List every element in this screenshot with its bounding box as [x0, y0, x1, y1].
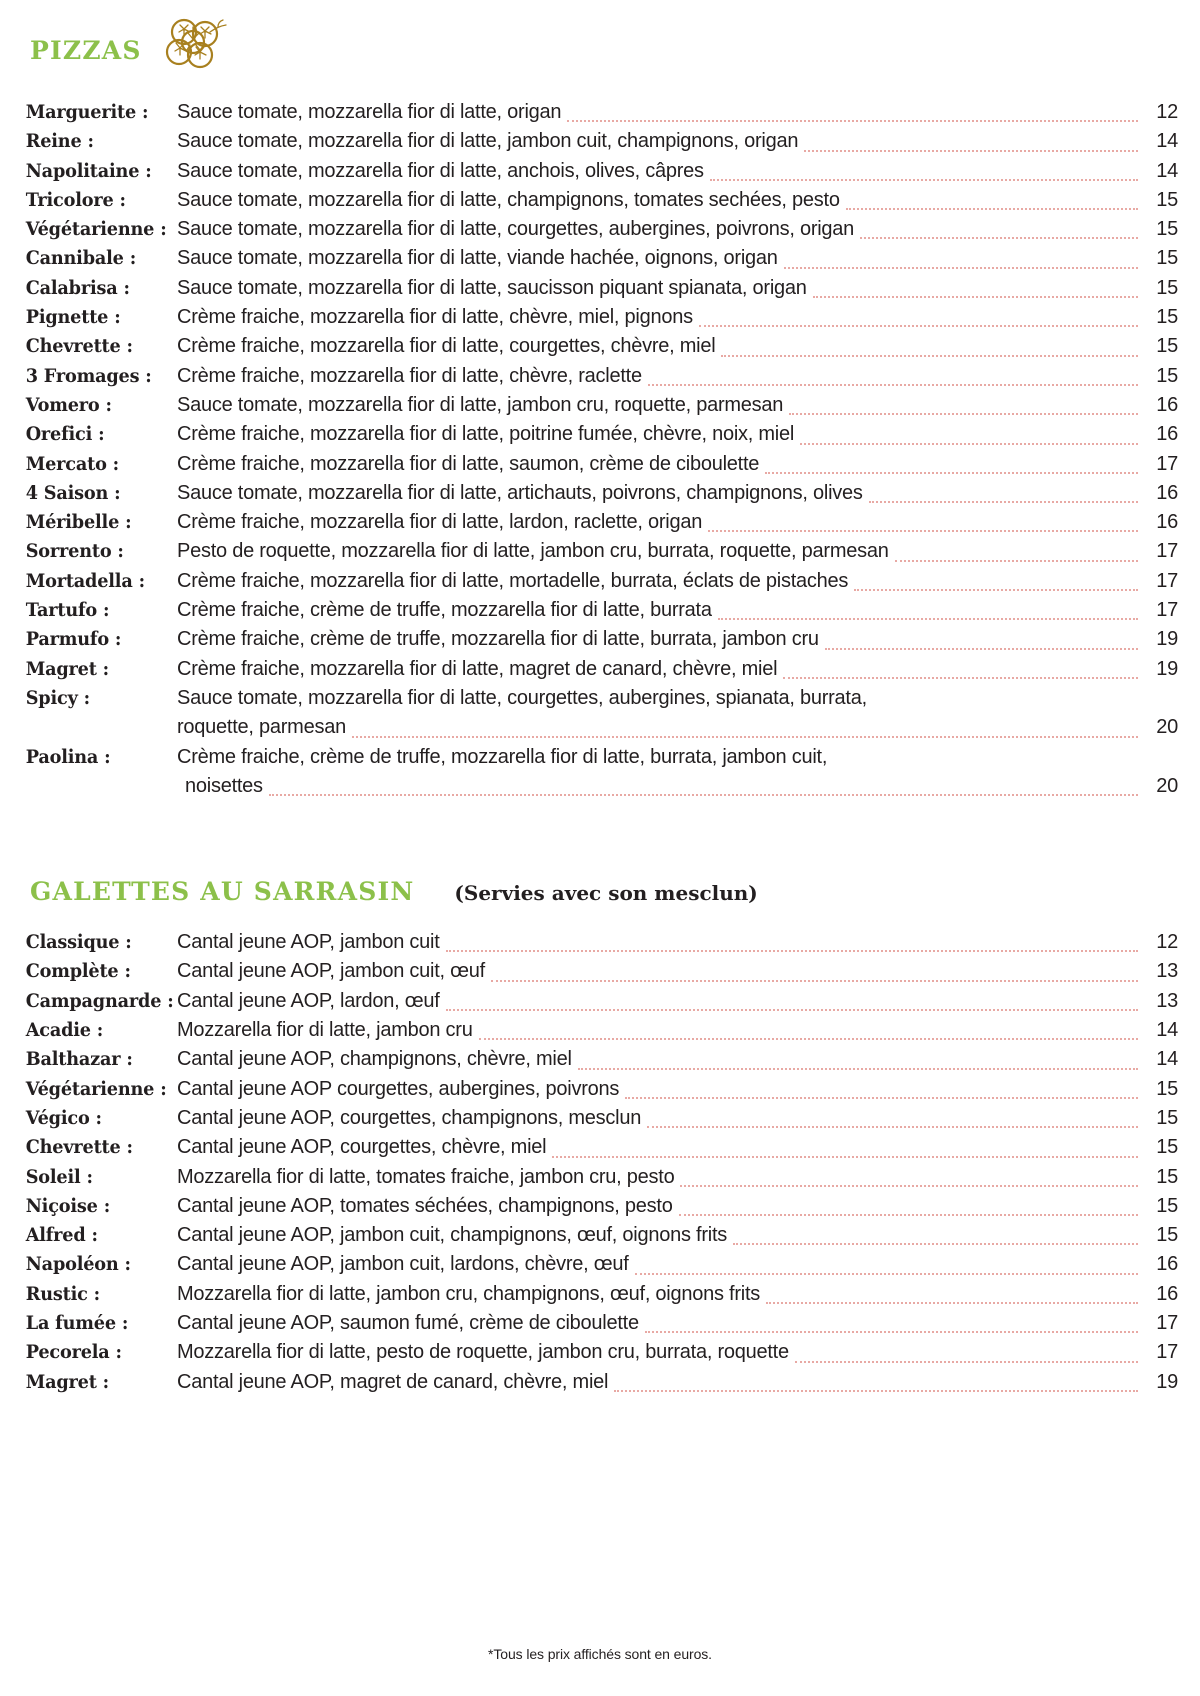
- menu-item-row: [22, 450, 1178, 479]
- dot-leader: [854, 588, 1138, 591]
- menu-item-name: Mortadella :: [25, 569, 145, 592]
- dot-leader: [352, 735, 1138, 738]
- menu-item-line: [177, 332, 1178, 361]
- menu-item-description: noisettes: [185, 774, 263, 797]
- menu-item-line: [177, 1338, 1178, 1367]
- menu-item-line: [177, 274, 1178, 303]
- menu-item-line: [177, 303, 1178, 332]
- menu-item-description: Cantal jeune AOP, jambon cuit, œuf: [177, 960, 485, 983]
- menu-item-line: [177, 1133, 1178, 1162]
- menu-item-price: 16: [1156, 393, 1178, 416]
- menu-item-price: 17: [1156, 599, 1178, 622]
- page-title: PIZZAS: [30, 35, 142, 65]
- dot-leader: [800, 442, 1138, 445]
- menu-item-description: Sauce tomate, mozzarella fior di latte, saucisson piquant spianata, origan: [177, 276, 807, 299]
- menu-item-price: 17: [1156, 569, 1178, 592]
- menu-item-body: [177, 1192, 1178, 1221]
- menu-item-description: Mozzarella fior di latte, jambon cru: [177, 1019, 473, 1042]
- menu-item-body: [177, 928, 1178, 957]
- menu-item-body: [177, 567, 1178, 596]
- menu-item-body: [177, 391, 1178, 420]
- menu-item-body: [177, 1133, 1178, 1162]
- menu-item-name: Soleil :: [25, 1165, 93, 1188]
- menu-item-name: Campagnarde :: [25, 989, 174, 1012]
- dot-leader: [710, 178, 1138, 181]
- menu-item-description: Sauce tomate, mozzarella fior di latte, viande hachée, oignons, origan: [177, 247, 778, 270]
- menu-item-name: 3 Fromages :: [25, 364, 152, 387]
- menu-item-body: [177, 332, 1178, 361]
- menu-item-price: 15: [1156, 1194, 1178, 1217]
- dot-leader: [721, 354, 1138, 357]
- menu-item-name: Napolitaine :: [25, 159, 152, 182]
- menu-item-description: Sauce tomate, mozzarella fior di latte, origan: [177, 101, 562, 123]
- menu-item-line: [177, 186, 1178, 215]
- menu-item-row: [22, 362, 1178, 391]
- menu-item-body: [177, 655, 1178, 684]
- menu-item-name: Orefici :: [25, 423, 105, 446]
- menu-item-row: [22, 127, 1178, 156]
- menu-item-body: [177, 450, 1178, 479]
- menu-item-name: Végétarienne :: [25, 218, 167, 241]
- menu-item-name: Complète :: [25, 960, 131, 983]
- menu-item-row: [22, 508, 1178, 537]
- menu-item-line: [177, 479, 1178, 508]
- dot-leader: [446, 949, 1138, 952]
- dot-leader: [825, 647, 1138, 650]
- menu-item-row: [22, 655, 1178, 684]
- price-currency-note: *Tous les prix affichés sont en euros.: [488, 1646, 712, 1662]
- menu-item-body: [177, 1368, 1178, 1397]
- menu-item-price: 17: [1156, 452, 1178, 475]
- menu-item-row: [22, 1133, 1178, 1162]
- dot-leader: [766, 1301, 1138, 1304]
- menu-item-line: [177, 1250, 1178, 1279]
- menu-item-line: [177, 537, 1178, 566]
- menu-item-description: Mozzarella fior di latte, tomates fraiche, jambon cru, pesto: [177, 1165, 675, 1188]
- menu-item-name: Alfred :: [25, 1224, 98, 1247]
- menu-item-description: Cantal jeune AOP, jambon cuit, champignons, œuf, oignons frits: [177, 1224, 727, 1247]
- menu-item-description: Sauce tomate, mozzarella fior di latte, jambon cru, roquette, parmesan: [177, 393, 784, 416]
- menu-item-line: [177, 1221, 1178, 1250]
- menu-item-body: [177, 596, 1178, 625]
- menu-item-row: [22, 1075, 1178, 1104]
- menu-item-row: [22, 537, 1178, 566]
- menu-item-name: Pignette :: [25, 306, 121, 329]
- menu-item-price: 20: [1156, 716, 1178, 739]
- menu-item-row: [22, 391, 1178, 420]
- menu-item-name: Mercato :: [25, 452, 119, 475]
- menu-item-price: 15: [1156, 335, 1178, 358]
- menu-item-row: [22, 567, 1178, 596]
- menu-item-description: Crème fraiche, crème de truffe, mozzarella fior di latte, burrata, jambon cuit,: [177, 745, 828, 768]
- menu-item-description: Mozzarella fior di latte, jambon cru, champignons, œuf, oignons frits: [177, 1282, 761, 1305]
- menu-item-description: Cantal jeune AOP, magret de canard, chèvre, miel: [177, 1370, 609, 1393]
- menu-item-price: 15: [1156, 1077, 1178, 1100]
- menu-item-body: [177, 157, 1178, 186]
- menu-item-name: Parmufo :: [25, 628, 122, 651]
- menu-item-line: [177, 928, 1178, 957]
- dot-leader: [648, 383, 1138, 386]
- menu-item-row: [22, 303, 1178, 332]
- menu-item-description: Sauce tomate, mozzarella fior di latte, champignons, tomates sechées, pesto: [177, 188, 840, 211]
- dot-leader: [860, 236, 1138, 239]
- menu-item-description: Crème fraiche, mozzarella fior di latte, chèvre, miel, pignons: [177, 306, 693, 329]
- menu-item-body: [177, 1075, 1178, 1104]
- dot-leader: [680, 1184, 1138, 1187]
- menu-item-description: Sauce tomate, mozzarella fior di latte, courgettes, aubergines, poivrons, origan: [177, 218, 855, 241]
- pizzas-list: [22, 98, 1178, 801]
- dot-leader: [804, 149, 1138, 152]
- menu-item-line: [177, 567, 1178, 596]
- menu-item-price: 16: [1156, 423, 1178, 446]
- menu-item-price: 14: [1156, 1019, 1178, 1042]
- menu-item-line: [177, 1016, 1178, 1045]
- menu-item-body: [177, 1163, 1178, 1192]
- menu-item-body: [177, 684, 1178, 743]
- menu-item-price: 12: [1156, 101, 1178, 123]
- menu-item-price: 15: [1156, 188, 1178, 211]
- menu-item-line: [177, 98, 1178, 127]
- menu-item-body: [177, 508, 1178, 537]
- menu-item-row: [22, 928, 1178, 957]
- dot-leader: [645, 1330, 1138, 1333]
- menu-item-body: [177, 1016, 1178, 1045]
- dot-leader: [873, 707, 1138, 708]
- menu-item-body: [177, 274, 1178, 303]
- dot-leader: [789, 412, 1138, 415]
- menu-item-body: [177, 1309, 1178, 1338]
- menu-item-line: [177, 1309, 1178, 1338]
- menu-item-row: [22, 420, 1178, 449]
- menu-item-price: 17: [1156, 1341, 1178, 1364]
- menu-item-line: [177, 391, 1178, 420]
- galettes-list: [22, 928, 1178, 1397]
- menu-item-line: [177, 596, 1178, 625]
- menu-item-line: [177, 655, 1178, 684]
- menu-item-body: [177, 957, 1178, 986]
- menu-item-line: [177, 1280, 1178, 1309]
- menu-item-body: [177, 1338, 1178, 1367]
- menu-item-name: Cannibale :: [25, 247, 137, 270]
- menu-item-line: [177, 508, 1178, 537]
- menu-item-body: [177, 215, 1178, 244]
- menu-item-line: [177, 420, 1178, 449]
- menu-item-body: [177, 1280, 1178, 1309]
- menu-item-row: [22, 743, 1178, 802]
- dot-leader: [869, 500, 1138, 503]
- menu-item-name: Vomero :: [25, 393, 112, 416]
- menu-item-line: [177, 772, 1178, 801]
- menu-item-row: [22, 157, 1178, 186]
- menu-item-description: Cantal jeune AOP, saumon fumé, crème de ciboulette: [177, 1311, 639, 1334]
- menu-item-row: [22, 1280, 1178, 1309]
- dot-leader: [813, 295, 1138, 298]
- dot-leader: [699, 324, 1138, 327]
- menu-item-line: [177, 127, 1178, 156]
- menu-item-name: Tricolore :: [25, 188, 126, 211]
- menu-item-name: Spicy :: [25, 686, 90, 709]
- pizzas-section-header: [22, 0, 1178, 74]
- menu-item-row: [22, 1163, 1178, 1192]
- menu-item-name: Végétarienne :: [25, 1077, 167, 1100]
- menu-item-line: [177, 957, 1178, 986]
- dot-leader: [718, 617, 1138, 620]
- menu-item-description: Crème fraiche, mozzarella fior di latte, lardon, raclette, origan: [177, 511, 703, 534]
- menu-item-name: Calabrisa :: [25, 276, 130, 299]
- menu-item-price: 15: [1156, 1106, 1178, 1129]
- menu-item-price: 17: [1156, 540, 1178, 563]
- menu-item-line: [177, 362, 1178, 391]
- dot-leader: [614, 1389, 1138, 1392]
- menu-item-price: 15: [1156, 1165, 1178, 1188]
- dot-leader: [491, 979, 1138, 982]
- dot-leader: [479, 1037, 1138, 1040]
- menu-item-body: [177, 537, 1178, 566]
- menu-item-name: Pecorela :: [25, 1341, 122, 1364]
- menu-item-line: [177, 1368, 1178, 1397]
- galettes-section-header: [22, 877, 1178, 907]
- dot-leader: [446, 1008, 1138, 1011]
- menu-item-description: Cantal jeune AOP, jambon cuit: [177, 931, 440, 954]
- galettes-title: GALETTES AU SARRASIN: [30, 877, 415, 907]
- menu-item-body: [177, 625, 1178, 654]
- menu-item-line: [177, 1163, 1178, 1192]
- menu-item-name: Chevrette :: [25, 335, 133, 358]
- menu-item-body: [177, 1045, 1178, 1074]
- menu-item-row: [22, 1221, 1178, 1250]
- menu-item-price: 15: [1156, 247, 1178, 270]
- dot-leader: [795, 1360, 1138, 1363]
- menu-item-description: Cantal jeune AOP, lardon, œuf: [177, 989, 440, 1012]
- menu-item-description: Cantal jeune AOP, courgettes, champignons, mesclun: [177, 1106, 642, 1129]
- menu-item-body: [177, 244, 1178, 273]
- dot-leader: [895, 559, 1138, 562]
- dot-leader: [269, 793, 1138, 796]
- menu-item-row: [22, 1192, 1178, 1221]
- flower-pizza-icon: [160, 26, 232, 74]
- menu-item-price: 15: [1156, 1224, 1178, 1247]
- menu-item-body: [177, 186, 1178, 215]
- dot-leader: [846, 207, 1138, 210]
- menu-item-body: [177, 362, 1178, 391]
- menu-item-line: [177, 987, 1178, 1016]
- menu-item-line: [177, 625, 1178, 654]
- dot-leader: [552, 1155, 1138, 1158]
- menu-item-line: [177, 450, 1178, 479]
- menu-item-row: [22, 1104, 1178, 1133]
- menu-item-description: Crème fraiche, mozzarella fior di latte, chèvre, raclette: [177, 364, 642, 387]
- dot-leader: [765, 471, 1138, 474]
- menu-item-name: Chevrette :: [25, 1136, 133, 1159]
- menu-item-name: Paolina :: [25, 745, 111, 768]
- dot-leader: [625, 1096, 1138, 1099]
- menu-item-price: 16: [1156, 1282, 1178, 1305]
- menu-item-name: Balthazar :: [25, 1048, 133, 1071]
- menu-item-row: [22, 215, 1178, 244]
- menu-item-name: La fumée :: [25, 1311, 129, 1334]
- menu-item-description: Pesto de roquette, mozzarella fior di latte, jambon cru, burrata, roquette, parmesan: [177, 540, 889, 563]
- dot-leader: [679, 1213, 1138, 1216]
- menu-item-price: 19: [1156, 628, 1178, 651]
- menu-item-description: Crème fraiche, crème de truffe, mozzarella fior di latte, burrata: [177, 599, 712, 622]
- menu-item-name: Marguerite :: [25, 101, 149, 123]
- menu-item-description: roquette, parmesan: [177, 716, 346, 739]
- menu-item-line: [177, 244, 1178, 273]
- menu-item-name: Sorrento :: [25, 540, 124, 563]
- menu-item-line: [177, 157, 1178, 186]
- menu-item-price: 15: [1156, 276, 1178, 299]
- menu-item-row: [22, 1045, 1178, 1074]
- menu-item-description: Crème fraiche, mozzarella fior di latte, poitrine fumée, chèvre, noix, miel: [177, 423, 795, 446]
- menu-item-body: [177, 479, 1178, 508]
- menu-item-description: Crème fraiche, mozzarella fior di latte, mortadelle, burrata, éclats de pistaches: [177, 569, 849, 592]
- menu-item-row: [22, 479, 1178, 508]
- menu-item-name: Reine :: [25, 130, 94, 153]
- menu-item-row: [22, 244, 1178, 273]
- menu-item-description: Sauce tomate, mozzarella fior di latte, courgettes, aubergines, spianata, burrata,: [177, 686, 867, 709]
- menu-item-price: 15: [1156, 306, 1178, 329]
- menu-item-row: [22, 987, 1178, 1016]
- dot-leader: [647, 1125, 1138, 1128]
- menu-item-row: [22, 596, 1178, 625]
- menu-item-body: [177, 420, 1178, 449]
- menu-item-name: 4 Saison :: [25, 481, 121, 504]
- menu-item-line: [177, 215, 1178, 244]
- menu-item-name: Rustic :: [25, 1282, 101, 1305]
- menu-item-line: [177, 1104, 1178, 1133]
- menu-item-name: Méribelle :: [25, 511, 132, 534]
- menu-item-body: [177, 1221, 1178, 1250]
- dot-leader: [567, 119, 1138, 122]
- dot-leader: [783, 676, 1138, 679]
- section-spacer: [22, 801, 1178, 879]
- menu-item-price: 15: [1156, 218, 1178, 241]
- menu-item-name: Napoléon :: [25, 1253, 131, 1276]
- dot-leader: [635, 1272, 1138, 1275]
- menu-item-name: Magret :: [25, 657, 109, 680]
- menu-item-row: [22, 1338, 1178, 1367]
- menu-item-name: Végico :: [25, 1106, 102, 1129]
- menu-item-line: [177, 1192, 1178, 1221]
- menu-item-body: [177, 1104, 1178, 1133]
- menu-item-line: [177, 1045, 1178, 1074]
- menu-item-description: Cantal jeune AOP courgettes, aubergines, poivrons: [177, 1077, 620, 1100]
- menu-item-line: [177, 684, 1178, 713]
- menu-item-price: 19: [1156, 1370, 1178, 1393]
- menu-item-price: 13: [1156, 960, 1178, 983]
- dot-leader: [733, 1242, 1138, 1245]
- menu-item-price: 16: [1156, 1253, 1178, 1276]
- menu-item-name: Classique :: [25, 931, 132, 954]
- menu-item-row: [22, 957, 1178, 986]
- menu-item-row: [22, 98, 1178, 127]
- menu-item-row: [22, 1309, 1178, 1338]
- menu-item-description: Crème fraiche, mozzarella fior di latte, saumon, crème de ciboulette: [177, 452, 760, 475]
- menu-item-body: [177, 1250, 1178, 1279]
- menu-item-description: Cantal jeune AOP, courgettes, chèvre, miel: [177, 1136, 547, 1159]
- menu-item-description: Crème fraiche, mozzarella fior di latte, courgettes, chèvre, miel: [177, 335, 716, 358]
- dot-leader: [833, 766, 1138, 767]
- menu-item-row: [22, 1250, 1178, 1279]
- menu-item-description: Sauce tomate, mozzarella fior di latte, jambon cuit, champignons, origan: [177, 130, 799, 153]
- menu-item-name: Niçoise :: [25, 1194, 111, 1217]
- menu-item-row: [22, 625, 1178, 654]
- menu-item-body: [177, 98, 1178, 127]
- galettes-subtitle: (Servies avec son mesclun): [454, 881, 758, 906]
- menu-item-body: [177, 743, 1178, 802]
- menu-item-row: [22, 1016, 1178, 1045]
- menu-item-description: Crème fraiche, crème de truffe, mozzarella fior di latte, burrata, jambon cru: [177, 628, 819, 651]
- menu-item-body: [177, 127, 1178, 156]
- menu-item-name: Magret :: [25, 1370, 109, 1393]
- menu-item-description: Sauce tomate, mozzarella fior di latte, anchois, olives, câpres: [177, 159, 704, 182]
- menu-item-name: Acadie :: [25, 1019, 104, 1042]
- menu-item-price: 14: [1156, 130, 1178, 153]
- menu-item-description: Cantal jeune AOP, tomates séchées, champignons, pesto: [177, 1194, 673, 1217]
- menu-item-line: [177, 743, 1178, 772]
- menu-item-description: Cantal jeune AOP, champignons, chèvre, miel: [177, 1048, 572, 1071]
- menu-item-price: 13: [1156, 989, 1178, 1012]
- dot-leader: [784, 266, 1138, 269]
- menu-item-description: Cantal jeune AOP, jambon cuit, lardons, chèvre, œuf: [177, 1253, 629, 1276]
- menu-item-price: 19: [1156, 657, 1178, 680]
- menu-item-body: [177, 987, 1178, 1016]
- menu-item-price: 16: [1156, 511, 1178, 534]
- menu-item-row: [22, 186, 1178, 215]
- menu-item-price: 14: [1156, 159, 1178, 182]
- menu-item-price: 17: [1156, 1311, 1178, 1334]
- menu-item-name: Tartufo :: [25, 599, 110, 622]
- dot-leader: [578, 1067, 1138, 1070]
- dot-leader: [708, 529, 1138, 532]
- menu-item-row: [22, 332, 1178, 361]
- menu-item-row: [22, 1368, 1178, 1397]
- menu-item-row: [22, 274, 1178, 303]
- menu-item-price: 15: [1156, 364, 1178, 387]
- menu-item-row: [22, 684, 1178, 743]
- menu-item-price: 12: [1156, 931, 1178, 954]
- menu-item-description: Sauce tomate, mozzarella fior di latte, artichauts, poivrons, champignons, olives: [177, 481, 863, 504]
- menu-item-line: [177, 1075, 1178, 1104]
- menu-item-price: 16: [1156, 481, 1178, 504]
- menu-item-description: Mozzarella fior di latte, pesto de roquette, jambon cru, burrata, roquette: [177, 1341, 789, 1364]
- menu-item-line: [177, 713, 1178, 742]
- menu-item-price: 15: [1156, 1136, 1178, 1159]
- menu-item-body: [177, 303, 1178, 332]
- menu-item-price: 20: [1156, 774, 1178, 797]
- menu-item-description: Crème fraiche, mozzarella fior di latte, magret de canard, chèvre, miel: [177, 657, 778, 680]
- menu-item-price: 14: [1156, 1048, 1178, 1071]
